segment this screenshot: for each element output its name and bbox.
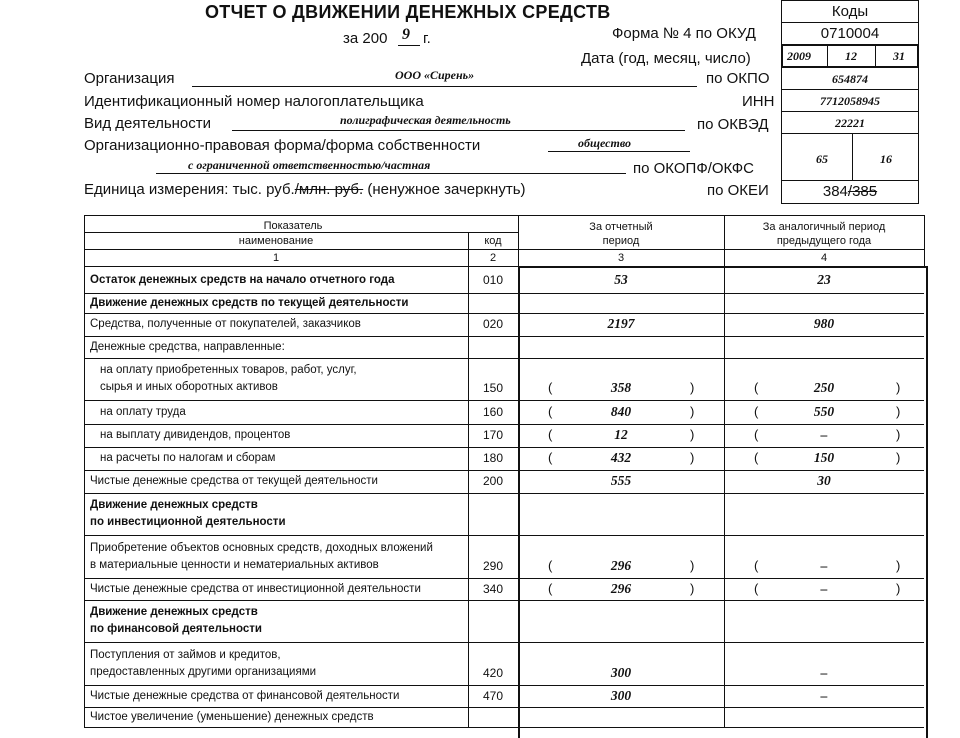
column-divider (724, 215, 725, 266)
row-name (100, 404, 186, 421)
code-inn: 7712058945 (781, 89, 919, 112)
row-divider (84, 336, 924, 337)
paren-close: ) (896, 580, 901, 596)
paren-close: ) (690, 380, 695, 395)
row-divider (84, 400, 924, 401)
paren-open: ( (754, 403, 759, 419)
legal-form-value-2: с ограниченной ответственностью/частная (188, 158, 431, 172)
row-divider (84, 642, 924, 643)
inn-label-left: Идентификационный номер налогоплательщика (84, 93, 424, 110)
row-code: 290 (482, 559, 504, 573)
column-divider (468, 232, 469, 266)
okopf-label: по ОКОПФ/ОКФС (633, 160, 755, 177)
row-previous-value: 250 (813, 380, 835, 395)
activity-value: полиграфическая деятельность (340, 113, 511, 127)
codes-box (781, 0, 921, 205)
row-name (90, 339, 285, 356)
row-name (90, 316, 361, 333)
paren-open: ( (548, 558, 553, 573)
code-okei-a: 384 (822, 183, 848, 200)
row-name-line: Движение денежных средств (90, 606, 258, 618)
row-name (100, 450, 275, 467)
paren-close: ) (690, 427, 695, 442)
code-okud: 0710004 (781, 22, 919, 45)
row-previous-value: 23 (817, 271, 831, 287)
org-underline (192, 86, 697, 87)
code-okopf-okfs (781, 133, 919, 181)
row-name-line: предоставленных другими организациями (90, 665, 317, 678)
row-divider (84, 313, 924, 314)
row-name-line: по финансовой деятельности (90, 623, 262, 635)
activity-label: Вид деятельности (84, 115, 212, 132)
unit-label-post: (ненужное зачеркнуть) (367, 181, 526, 198)
row-name-line: сырья и иных оборотных активов (100, 381, 278, 393)
header-prev-2: предыдущего года (776, 235, 872, 247)
row-name (90, 497, 286, 531)
row-current-value: 2197 (607, 316, 635, 331)
paren-open: ( (754, 427, 759, 442)
header-prev-1: За аналогичный период (762, 221, 886, 233)
unit-rub: руб. (266, 181, 295, 198)
row-divider (84, 578, 924, 579)
row-name-line: Движение денежных средств по текущей деятельности (90, 296, 409, 309)
header-current-2: период (602, 235, 640, 247)
org-value: ООО «Сирень» (395, 68, 475, 82)
row-divider (84, 535, 924, 536)
row-current-value: 296 (610, 580, 632, 596)
row-name (90, 688, 399, 705)
header-num-2: 2 (489, 252, 497, 264)
row-name-line: Денежные средства, направленные: (90, 340, 285, 353)
paren-close: ) (896, 427, 901, 442)
row-name-line: Чистые денежные средства от финансовой деятельности (90, 689, 400, 702)
code-okopf: 65 (816, 152, 828, 166)
row-name-line: Движение денежных средств (90, 499, 258, 511)
row-divider (84, 727, 924, 728)
period-year: 9 (402, 26, 410, 43)
row-name (90, 647, 316, 681)
paren-open: ( (754, 580, 759, 596)
header-current-1: За отчетный (589, 221, 653, 233)
row-name-line: Остаток денежных средств на начало отчетного года (90, 273, 395, 286)
row-previous-value: – (820, 687, 828, 703)
paren-close: ) (896, 450, 901, 465)
row-name-line: Средства, полученные от покупателей, заказчиков (90, 318, 361, 330)
paren-close: ) (690, 580, 695, 596)
code-month: 12 (845, 49, 857, 63)
row-code: 160 (482, 404, 504, 419)
codes-title: Коды (781, 0, 919, 23)
row-code: 470 (482, 688, 504, 703)
paren-close: ) (690, 558, 695, 573)
row-name-line: Чистые денежные средства от инвестиционной деятельности (90, 582, 421, 595)
row-name-line: Поступления от займов и кредитов, (90, 648, 281, 661)
row-current-value: 12 (614, 427, 628, 442)
paren-open: ( (754, 450, 759, 465)
column-divider (924, 215, 925, 266)
period-year-underline (398, 45, 420, 46)
paren-close: ) (896, 403, 901, 419)
okei-label: по ОКЕИ (707, 182, 769, 199)
paren-close: ) (896, 380, 901, 395)
row-divider (84, 470, 924, 471)
code-okved: 22221 (781, 111, 919, 134)
row-name-line: на оплату приобретенных товаров, работ, услуг, (100, 364, 357, 376)
row-previous-value: – (820, 665, 828, 680)
row-name-line: Чистые денежные средства от текущей деятельности (90, 475, 378, 487)
paren-close: ) (690, 450, 695, 465)
row-code: 340 (482, 581, 504, 596)
row-code: 010 (482, 272, 504, 287)
code-date (781, 44, 919, 68)
row-name-line: на расчеты по налогам и сборам (100, 452, 276, 464)
row-name (100, 362, 357, 396)
header-indicator: Показатель (263, 220, 323, 232)
okved-label: по ОКВЭД (697, 116, 769, 133)
paren-open: ( (754, 380, 759, 395)
unit-label (84, 181, 526, 198)
row-name-line: в материальные ценности и нематериальных активов (90, 558, 379, 571)
header-num-4: 4 (820, 252, 828, 264)
row-divider (84, 249, 924, 250)
row-code: 150 (482, 381, 504, 395)
row-divider (84, 493, 924, 494)
header-num-1: 1 (272, 252, 280, 264)
row-previous-value: 30 (817, 473, 831, 488)
row-divider (84, 600, 924, 601)
header-code: код (484, 235, 502, 247)
row-current-value: 300 (610, 687, 632, 703)
row-divider (84, 232, 518, 233)
paren-open: ( (548, 403, 553, 419)
inn-label: ИНН (742, 93, 775, 110)
paren-open: ( (548, 450, 553, 465)
row-name-line: на выплату дивидендов, процентов (100, 429, 291, 441)
legal-form-underline-1 (548, 151, 690, 152)
report-title: ОТЧЕТ О ДВИЖЕНИИ ДЕНЕЖНЫХ СРЕДСТВ (205, 2, 611, 22)
code-year: 2009 (787, 49, 811, 63)
legal-form-label: Организационно-правовая форма/форма собственности (84, 137, 481, 154)
legal-form-value-1: общество (578, 136, 632, 150)
paren-open: ( (548, 580, 553, 596)
row-previous-value: – (820, 558, 828, 573)
row-name (90, 295, 408, 312)
row-name (90, 473, 378, 490)
unit-mln-struck: /млн. руб. (294, 181, 364, 198)
row-current-value: 432 (610, 450, 632, 465)
row-name (100, 427, 290, 444)
form-label: Форма № 4 по ОКУД (612, 25, 756, 42)
row-previous-value: 150 (813, 450, 835, 465)
row-code: 420 (482, 666, 504, 680)
row-current-value: 300 (610, 665, 632, 680)
row-current-value: 53 (614, 271, 628, 287)
period-suffix: г. (423, 30, 431, 47)
paren-close: ) (896, 558, 901, 573)
paren-open: ( (548, 380, 553, 395)
row-divider (84, 215, 924, 216)
row-divider (84, 685, 924, 686)
row-previous-value: – (820, 580, 828, 596)
row-previous-value: 980 (813, 316, 835, 331)
org-label: Организация (84, 70, 175, 87)
row-code: 200 (482, 474, 504, 488)
row-code: 170 (482, 428, 504, 442)
row-code: 180 (482, 451, 504, 465)
row-current-value: 840 (610, 403, 632, 419)
period-prefix: за 200 (343, 30, 388, 47)
row-previous-value: – (820, 427, 828, 442)
row-divider (84, 447, 924, 448)
row-name-line: на оплату труда (100, 405, 186, 418)
row-name-line: Приобретение объектов основных средств, доходных вложений (90, 541, 433, 554)
row-current-value: 555 (610, 473, 632, 488)
row-current-value: 358 (610, 380, 632, 395)
activity-underline (232, 130, 685, 131)
header-name: наименование (238, 235, 314, 247)
header-num-3: 3 (617, 252, 625, 264)
date-label: Дата (год, месяц, число) (581, 50, 751, 67)
row-current-value: 296 (610, 558, 632, 573)
row-previous-value: 550 (813, 403, 835, 419)
code-day: 31 (893, 49, 905, 63)
row-name (90, 709, 374, 726)
code-okpo: 654874 (781, 67, 919, 90)
row-name-line: по инвестиционной деятельности (90, 516, 286, 528)
row-name (90, 272, 394, 289)
row-name-line: Чистое увеличение (уменьшение) денежных средств (90, 710, 374, 723)
row-divider (84, 358, 924, 359)
okpo-label: по ОКПО (706, 70, 770, 87)
row-code: 020 (482, 317, 504, 331)
column-divider (84, 215, 85, 727)
code-okfs: 16 (880, 152, 892, 166)
code-okei-b: /385 (847, 183, 878, 200)
legal-form-underline-2 (156, 173, 626, 174)
code-okei (781, 180, 919, 204)
paren-open: ( (548, 427, 553, 442)
unit-label-pre: Единица измерения: тыс. (84, 181, 262, 198)
paren-open: ( (754, 558, 759, 573)
row-name (90, 540, 433, 574)
paren-close: ) (690, 403, 695, 419)
row-divider (84, 424, 924, 425)
row-name (90, 604, 262, 638)
row-name (90, 581, 421, 598)
column-divider (518, 215, 519, 266)
